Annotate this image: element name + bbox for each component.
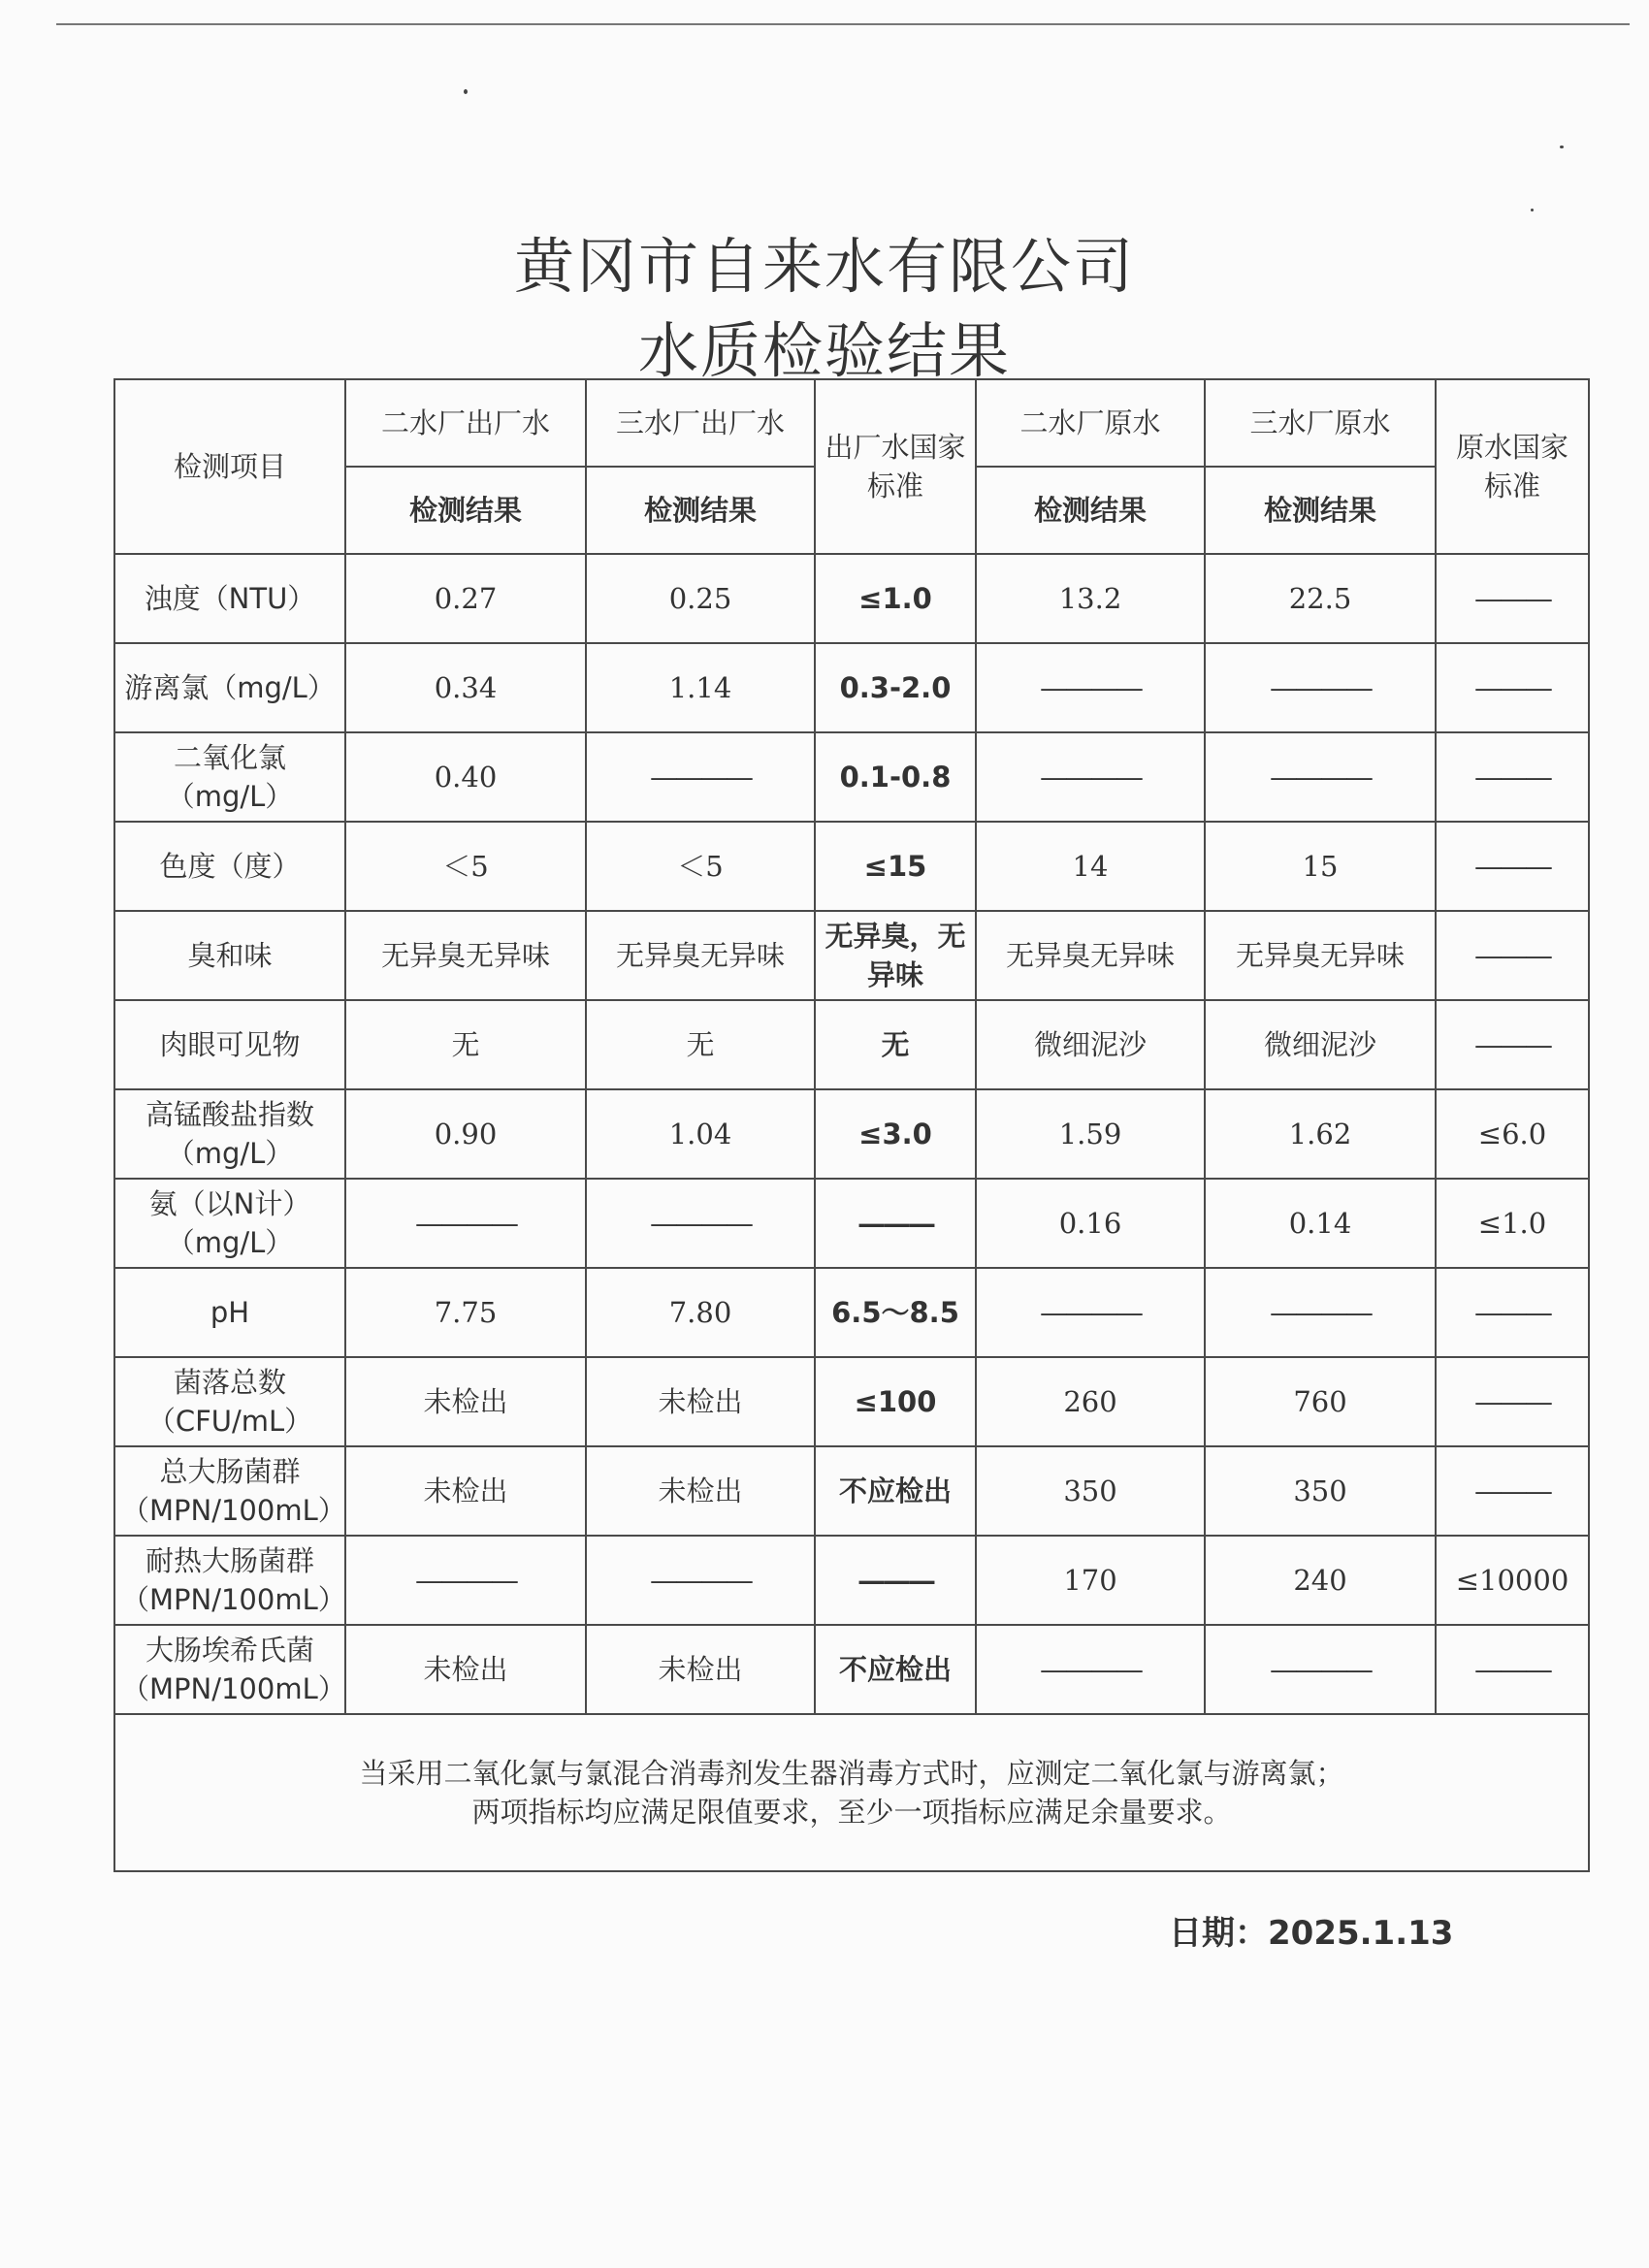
table-row xyxy=(114,1625,1589,1714)
subheader-col5: 检测结果 xyxy=(1205,467,1436,554)
table-row xyxy=(114,1089,1589,1179)
cell-c2: ———— xyxy=(586,1179,815,1268)
cell-std2: ≤10000 xyxy=(1436,1536,1589,1625)
cell-c2: 1.04 xyxy=(586,1089,815,1179)
cell-item: 高锰酸盐指数（mg/L） xyxy=(114,1089,345,1179)
cell-std: 0.1-0.8 xyxy=(815,732,976,822)
cell-c2: 无异臭无异味 xyxy=(586,911,815,1000)
cell-c4: 170 xyxy=(976,1536,1205,1625)
cell-c2: 未检出 xyxy=(586,1446,815,1536)
scan-speck xyxy=(1560,146,1564,148)
cell-c4: 14 xyxy=(976,822,1205,911)
cell-c5: 微细泥沙 xyxy=(1205,1000,1436,1089)
cell-std: 6.5～8.5 xyxy=(815,1268,976,1357)
table-row xyxy=(114,1536,1589,1625)
report-date: 日期：2025.1.13 xyxy=(1169,1914,1454,1953)
cell-item: 肉眼可见物 xyxy=(114,1000,345,1089)
cell-c5: 1.62 xyxy=(1205,1089,1436,1179)
scan-speck xyxy=(1531,209,1534,211)
cell-c4: 1.59 xyxy=(976,1089,1205,1179)
note-line-2: 两项指标均应满足限值要求，至少一项指标应满足余量要求。 xyxy=(471,1796,1232,1829)
cell-c4: 无异臭无异味 xyxy=(976,911,1205,1000)
cell-c5: 22.5 xyxy=(1205,554,1436,643)
header-col6: 原水国家标准 xyxy=(1436,379,1589,554)
cell-c1: ———— xyxy=(345,1536,586,1625)
table-row xyxy=(114,554,1589,643)
cell-item: 耐热大肠菌群（MPN/100mL） xyxy=(114,1536,345,1625)
cell-c1: 未检出 xyxy=(345,1625,586,1714)
header-col2: 三水厂出厂水 xyxy=(586,379,815,467)
cell-item: 浊度（NTU） xyxy=(114,554,345,643)
cell-item: 总大肠菌群（MPN/100mL） xyxy=(114,1446,345,1536)
cell-c4: ———— xyxy=(976,643,1205,732)
cell-c5: 350 xyxy=(1205,1446,1436,1536)
cell-c5: ———— xyxy=(1205,732,1436,822)
cell-c5: 240 xyxy=(1205,1536,1436,1625)
results-table xyxy=(113,378,1590,1872)
cell-c2: ———— xyxy=(586,1536,815,1625)
document-title: 水质检验结果 xyxy=(637,315,1011,386)
cell-std2: ≤6.0 xyxy=(1436,1089,1589,1179)
cell-c1: ＜5 xyxy=(345,822,586,911)
cell-std2: ——— xyxy=(1436,1446,1589,1536)
cell-std: ——— xyxy=(815,1536,976,1625)
cell-std: ≤1.0 xyxy=(815,554,976,643)
cell-item: pH xyxy=(114,1268,345,1357)
table-row xyxy=(114,1000,1589,1089)
cell-std: ≤3.0 xyxy=(815,1089,976,1179)
header-row xyxy=(114,379,1589,467)
cell-c5: 0.14 xyxy=(1205,1179,1436,1268)
cell-c1: 未检出 xyxy=(345,1357,586,1446)
scan-speck xyxy=(464,89,468,94)
cell-c5: ———— xyxy=(1205,643,1436,732)
cell-c4: 0.16 xyxy=(976,1179,1205,1268)
note-cell xyxy=(114,1714,1589,1871)
company-title: 黄冈市自来水有限公司 xyxy=(513,231,1135,302)
cell-c1: 7.75 xyxy=(345,1268,586,1357)
table-row xyxy=(114,1357,1589,1446)
cell-c4: ———— xyxy=(976,1268,1205,1357)
cell-c4: 微细泥沙 xyxy=(976,1000,1205,1089)
cell-item: 菌落总数（CFU/mL） xyxy=(114,1357,345,1446)
cell-c4: ———— xyxy=(976,732,1205,822)
cell-std2: ——— xyxy=(1436,1357,1589,1446)
cell-std: ——— xyxy=(815,1179,976,1268)
cell-c4: 13.2 xyxy=(976,554,1205,643)
cell-std: ≤100 xyxy=(815,1357,976,1446)
cell-item: 氨（以N计）（mg/L） xyxy=(114,1179,345,1268)
cell-c1: 无 xyxy=(345,1000,586,1089)
cell-c5: 15 xyxy=(1205,822,1436,911)
cell-c1: 0.34 xyxy=(345,643,586,732)
cell-std: 0.3-2.0 xyxy=(815,643,976,732)
cell-c1: 无异臭无异味 xyxy=(345,911,586,1000)
subheader-col2: 检测结果 xyxy=(586,467,815,554)
cell-std: ≤15 xyxy=(815,822,976,911)
cell-item: 色度（度） xyxy=(114,822,345,911)
cell-c4: 350 xyxy=(976,1446,1205,1536)
cell-std: 不应检出 xyxy=(815,1625,976,1714)
cell-c1: 0.27 xyxy=(345,554,586,643)
cell-std: 无异臭，无异味 xyxy=(815,911,976,1000)
cell-c1: 0.90 xyxy=(345,1089,586,1179)
cell-std2: ——— xyxy=(1436,1625,1589,1714)
cell-c2: 1.14 xyxy=(586,643,815,732)
note-row xyxy=(114,1714,1589,1871)
note-line-1: 当采用二氧化氯与氯混合消毒剂发生器消毒方式时，应测定二氧化氯与游离氯； xyxy=(359,1757,1344,1790)
cell-item: 二氧化氯（mg/L） xyxy=(114,732,345,822)
cell-std2: ——— xyxy=(1436,732,1589,822)
header-col1: 二水厂出厂水 xyxy=(345,379,586,467)
top-rule xyxy=(56,23,1630,25)
table-row xyxy=(114,643,1589,732)
cell-c2: 未检出 xyxy=(586,1357,815,1446)
cell-std: 无 xyxy=(815,1000,976,1089)
table-row xyxy=(114,911,1589,1000)
cell-c2: 0.25 xyxy=(586,554,815,643)
cell-c1: 0.40 xyxy=(345,732,586,822)
table-row xyxy=(114,732,1589,822)
table-row xyxy=(114,1179,1589,1268)
cell-std: 不应检出 xyxy=(815,1446,976,1536)
cell-c2: 未检出 xyxy=(586,1625,815,1714)
subheader-col1: 检测结果 xyxy=(345,467,586,554)
cell-c2: ＜5 xyxy=(586,822,815,911)
cell-std2: ——— xyxy=(1436,822,1589,911)
cell-c5: ———— xyxy=(1205,1625,1436,1714)
cell-std2: ——— xyxy=(1436,643,1589,732)
subheader-col4: 检测结果 xyxy=(976,467,1205,554)
table-row xyxy=(114,822,1589,911)
cell-std2: ——— xyxy=(1436,911,1589,1000)
header-item: 检测项目 xyxy=(114,379,345,554)
cell-c2: 7.80 xyxy=(586,1268,815,1357)
header-col3: 出厂水国家标准 xyxy=(815,379,976,554)
cell-std2: ——— xyxy=(1436,1268,1589,1357)
cell-c1: ———— xyxy=(345,1179,586,1268)
cell-c5: 760 xyxy=(1205,1357,1436,1446)
cell-c5: ———— xyxy=(1205,1268,1436,1357)
cell-item: 大肠埃希氏菌（MPN/100mL） xyxy=(114,1625,345,1714)
cell-std2: ≤1.0 xyxy=(1436,1179,1589,1268)
header-col5: 三水厂原水 xyxy=(1205,379,1436,467)
cell-item: 臭和味 xyxy=(114,911,345,1000)
cell-std2: ——— xyxy=(1436,554,1589,643)
table-row xyxy=(114,1446,1589,1536)
cell-std2: ——— xyxy=(1436,1000,1589,1089)
cell-c2: 无 xyxy=(586,1000,815,1089)
cell-c4: ———— xyxy=(976,1625,1205,1714)
table-row xyxy=(114,1268,1589,1357)
cell-item: 游离氯（mg/L） xyxy=(114,643,345,732)
cell-c5: 无异臭无异味 xyxy=(1205,911,1436,1000)
header-col4: 二水厂原水 xyxy=(976,379,1205,467)
cell-c1: 未检出 xyxy=(345,1446,586,1536)
cell-c2: ———— xyxy=(586,732,815,822)
cell-c4: 260 xyxy=(976,1357,1205,1446)
